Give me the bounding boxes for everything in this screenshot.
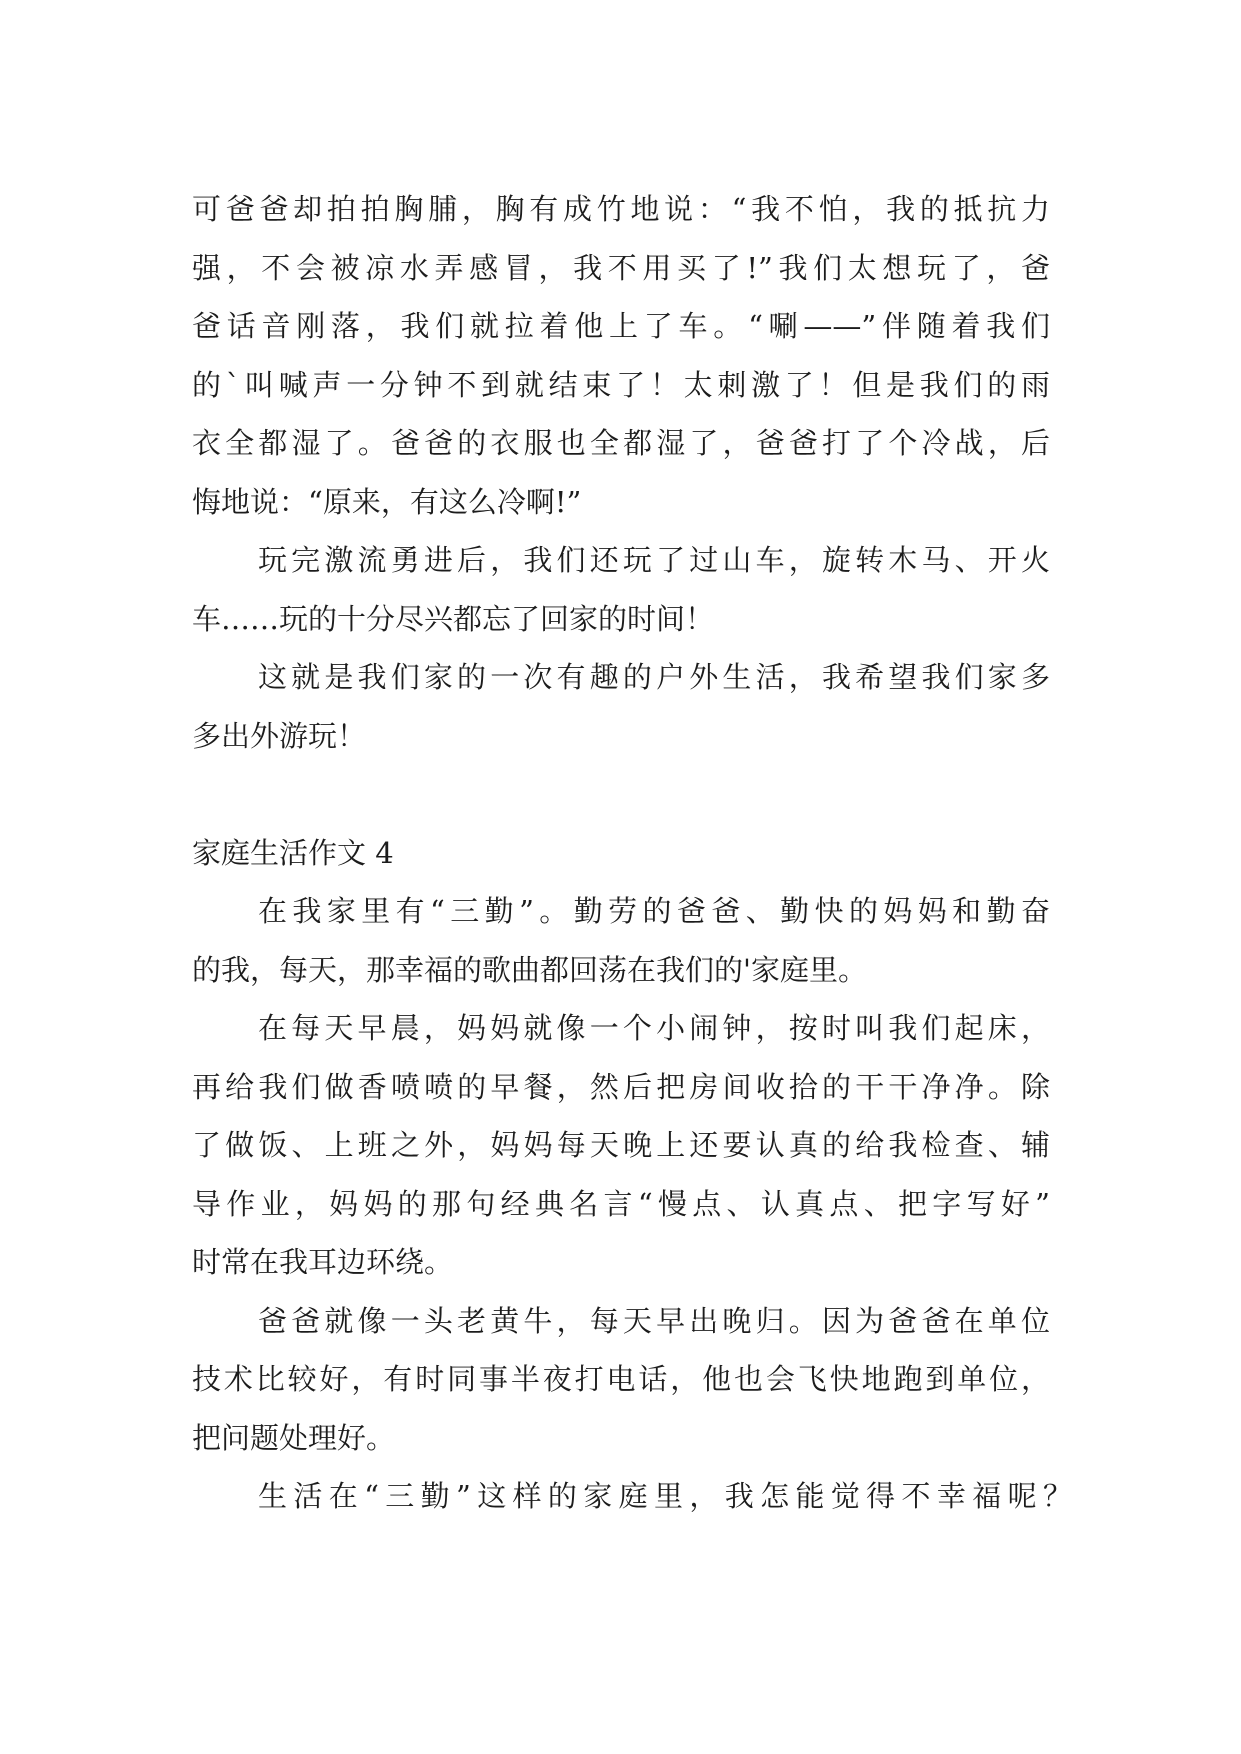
text-line: 的`叫喊声一分钟不到就结束了！太刺激了！但是我们的雨 — [192, 367, 1050, 402]
paragraph-spacer — [192, 765, 1050, 824]
text-line: 这就是我们家的一次有趣的户外生活，我希望我们家多 — [258, 660, 1050, 694]
text-line: 在每天早晨，妈妈就像一个小闹钟，按时叫我们起床， — [258, 1011, 1050, 1045]
paragraph — [192, 531, 1050, 648]
text-line: 了做饭、上班之外，妈妈每天晚上还要认真的给我检查、辅 — [192, 1128, 1050, 1162]
paragraph — [192, 882, 1050, 999]
text-line: 车……玩的十分尽兴都忘了回家的时间！ — [192, 601, 715, 636]
text-line: 爸话音刚落，我们就拉着他上了车。“唰——”伴随着我们 — [192, 309, 1050, 343]
text-line: 导作业，妈妈的那句经典名言“慢点、认真点、把字写好” — [192, 1186, 1050, 1221]
text-line: 强，不会被凉水弄感冒，我不用买了!”我们太想玩了，爸 — [192, 250, 1050, 285]
paragraph — [192, 999, 1050, 1292]
text-line: 玩完激流勇进后，我们还玩了过山车，旋转木马、开火 — [258, 543, 1050, 577]
text-line: 爸爸就像一头老黄牛，每天早出晚归。因为爸爸在单位 — [258, 1303, 1050, 1338]
paragraph — [192, 1292, 1050, 1468]
text-line: 衣全都湿了。爸爸的衣服也全都湿了，爸爸打了个冷战，后 — [192, 426, 1050, 460]
paragraph — [192, 1467, 1072, 1526]
text-line: 技术比较好，有时同事半夜打电话，他也会飞快地跑到单位， — [192, 1362, 1050, 1396]
text-line: 悔地说：“原来，有这么冷啊!” — [192, 484, 582, 519]
text-line: 再给我们做香喷喷的早餐，然后把房间收拾的干干净净。除 — [192, 1069, 1050, 1104]
text-line: 在我家里有“三勤”。勤劳的爸爸、勤快的妈妈和勤奋 — [258, 894, 1050, 928]
text-line: 可爸爸却拍拍胸脯，胸有成竹地说：“我不怕，我的抵抗力 — [192, 192, 1050, 226]
text-line: 把问题处理好。 — [192, 1420, 396, 1455]
essay-title: 家庭生活作文 4 — [192, 835, 394, 870]
paragraph — [192, 180, 1050, 531]
paragraph — [192, 648, 1050, 765]
text-line: 的我，每天，那幸福的歌曲都回荡在我们的'家庭里。 — [192, 952, 867, 987]
text-line: 时常在我耳边环绕。 — [192, 1245, 454, 1279]
text-line: 生活在“三勤”这样的家庭里，我怎能觉得不幸福呢？ — [258, 1479, 1072, 1513]
text-line: 多出外游玩！ — [192, 718, 367, 753]
document-body — [192, 180, 1072, 1526]
